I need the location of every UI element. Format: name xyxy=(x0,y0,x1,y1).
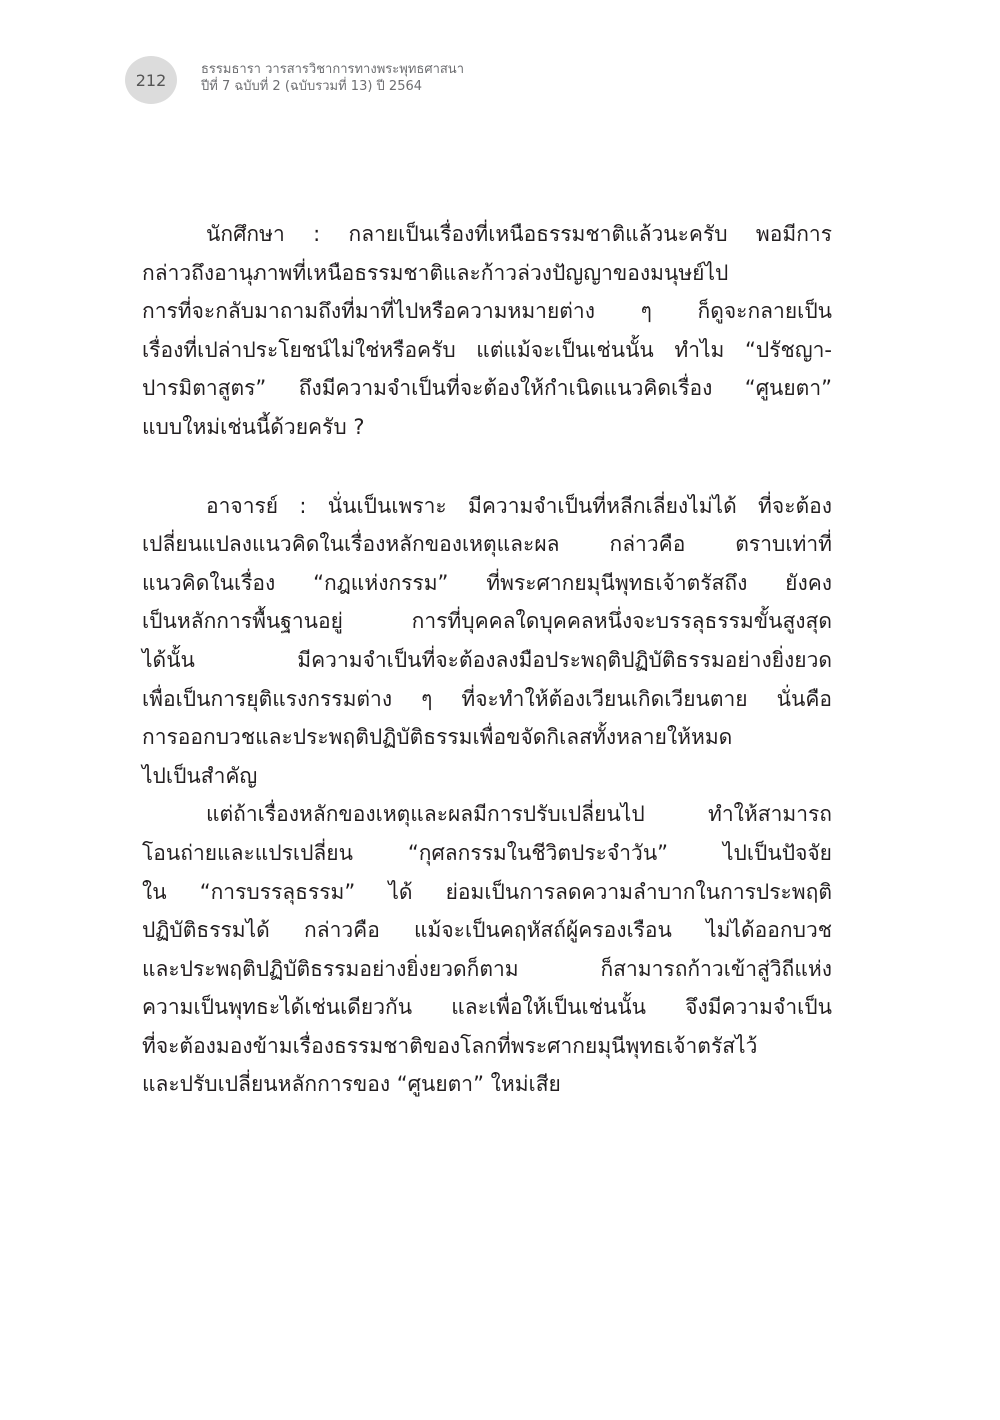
text-line: การที่จะกลับมาถามถึงที่มาที่ไปหรือความหมายต่าง ๆ ก็ดูจะกลายเป็น xyxy=(142,299,832,324)
text-line: และประพฤติปฏิบัติธรรมอย่างยิ่งยวดก็ตาม ก็สามารถก้าวเข้าสู่วิถีแห่ง xyxy=(142,956,832,981)
text-line: เพื่อเป็นการยุติแรงกรรมต่าง ๆ ที่จะทำให้ต้องเวียนเกิดเวียนตาย นั่นคือ xyxy=(142,686,832,711)
text-line: ความเป็นพุทธะได้เช่นเดียวกัน และเพื่อให้เป็นเช่นนั้น จึงมีความจำเป็น xyxy=(142,995,832,1020)
page-number: 212 xyxy=(125,56,177,104)
text-line: การออกบวชและประพฤติปฏิบัติธรรมเพื่อขจัดกิเลสทั้งหลายให้หมด xyxy=(142,725,733,750)
running-head xyxy=(201,61,464,95)
issue-info: ปีที่ 7 ฉบับที่ 2 (ฉบับรวมที่ 13) ปี 2564 xyxy=(201,79,423,94)
text-line: นักศึกษา : กลายเป็นเรื่องที่เหนือธรรมชาติแล้วนะครับ พอมีการ xyxy=(206,222,832,246)
text-line: ใน “การบรรลุธรรม” ได้ ย่อมเป็นการลดความลำบากในการประพฤติ xyxy=(142,879,832,904)
text-line: ที่จะต้องมองข้ามเรื่องธรรมชาติของโลกที่พระศากยมุนีพุทธเจ้าตรัสไว้ xyxy=(142,1033,758,1058)
text-line: แบบใหม่เช่นนี้ด้วยครับ ? xyxy=(142,414,365,439)
paragraph-spacer xyxy=(142,447,832,487)
text-line: โอนถ่ายและแปรเปลี่ยน “กุศลกรรมในชีวิตประจำวัน” ไปเป็นปัจจัย xyxy=(142,840,832,865)
paragraph-teacher-answer xyxy=(142,487,832,796)
paragraph-student-question xyxy=(142,215,832,447)
text-line: ไปเป็นสำคัญ xyxy=(142,763,258,788)
text-line: แต่ถ้าเรื่องหลักของเหตุและผลมีการปรับเปลี่ยนไป ทำให้สามารถ xyxy=(206,802,832,827)
text-line: แนวคิดในเรื่อง “กฎแห่งกรรม” ที่พระศากยมุนีพุทธเจ้าตรัสถึง ยังคง xyxy=(142,570,832,595)
text-line: อาจารย์ : นั่นเป็นเพราะ มีความจำเป็นที่หลีกเลี่ยงไม่ได้ ที่จะต้อง xyxy=(206,493,832,518)
text-line: และปรับเปลี่ยนหลักการของ “ศูนยตา” ใหม่เสีย xyxy=(142,1072,561,1097)
text-line: ปฏิบัติธรรมได้ กล่าวคือ แม้จะเป็นคฤหัสถ์ผู้ครองเรือน ไม่ได้ออกบวช xyxy=(142,918,832,943)
text-line: เรื่องที่เปล่าประโยชน์ไม่ใช่หรือครับ แต่แม้จะเป็นเช่นนั้น ทำไม “ปรัชญา- xyxy=(142,337,832,362)
text-line: กล่าวถึงอานุภาพที่เหนือธรรมชาติและก้าวล่วงปัญญาของมนุษย์ไป xyxy=(142,260,729,285)
text-line: ปารมิตาสูตร” ถึงมีความจำเป็นที่จะต้องให้กำเนิดแนวคิดเรื่อง “ศูนยตา” xyxy=(142,376,832,401)
text-line: ได้นั้น มีความจำเป็นที่จะต้องลงมือประพฤติปฏิบัติธรรมอย่างยิ่งยวด xyxy=(142,647,832,672)
paragraph-teacher-continuation xyxy=(142,795,832,1104)
body-text xyxy=(142,215,832,1104)
text-line: เปลี่ยนแปลงแนวคิดในเรื่องหลักของเหตุและผล กล่าวคือ ตราบเท่าที่ xyxy=(142,532,832,557)
text-line: เป็นหลักการพื้นฐานอยู่ การที่บุคคลใดบุคคลหนึ่งจะบรรลุธรรมขั้นสูงสุด xyxy=(142,609,832,634)
journal-title: ธรรมธารา วารสารวิชาการทางพระพุทธศาสนา xyxy=(201,62,464,77)
